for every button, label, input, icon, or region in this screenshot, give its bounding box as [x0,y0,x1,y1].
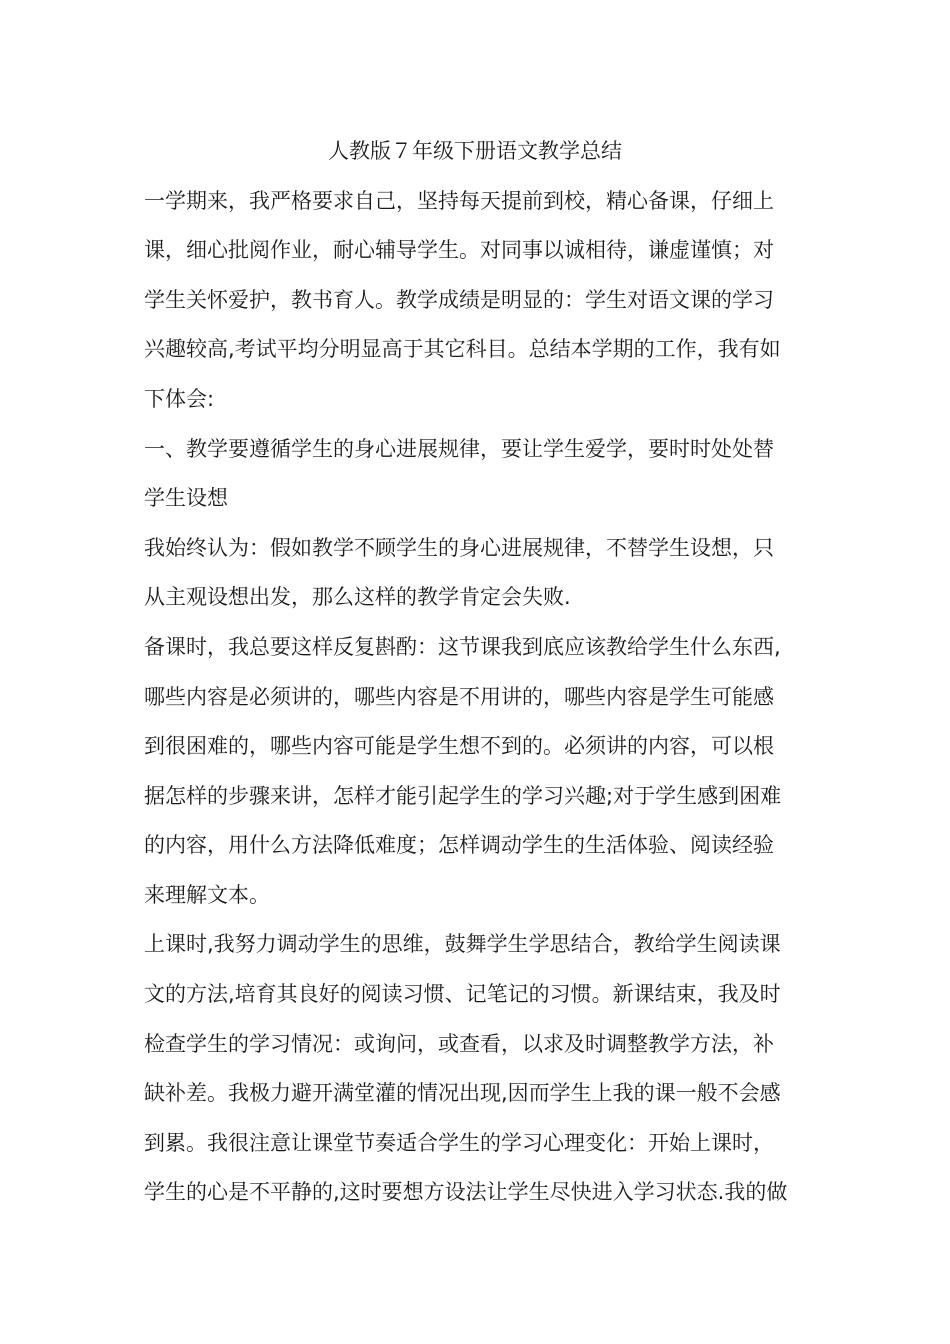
text-line: 到很困难的，哪些内容可能是学生想不到的。必须讲的内容，可以根 [144,734,774,758]
text-line: 学生关怀爱护，教书育人。教学成绩是明显的：学生对语文课的学习 [144,288,774,312]
text-line: 哪些内容是必须讲的，哪些内容是不用讲的，哪些内容是学生可能感 [144,685,774,709]
text-line: 一、教学要遵循学生的身心进展规律，要让学生爱学，要时时处处替 [144,437,774,461]
text-line: 我始终认为：假如教学不顾学生的身心进展规律，不替学生设想，只 [144,536,774,560]
text-line: 下体会: [144,387,215,411]
text-line: 到累。我很注意让课堂节奏适合学生的学习心理变化：开始上课时， [144,1131,774,1155]
text-line: 来理解文本。 [144,883,270,907]
text-line: 从主观设想出发，那么这样的教学肯定会失败. [144,585,571,609]
text-line: 缺补差。我极力避开满堂灌的情况出现,因而学生上我的课一般不会感 [144,1081,781,1105]
text-line: 检查学生的学习情况：或询问，或查看，以求及时调整教学方法，补 [144,1032,774,1056]
text-line: 备课时，我总要这样反复斟酌：这节课我到底应该教给学生什么东西, [144,635,781,659]
text-line: 的内容，用什么方法降低难度；怎样调动学生的生活体验、阅读经验 [144,833,774,857]
text-line: 一学期来，我严格要求自己，坚持每天提前到校，精心备课，仔细上 [144,189,774,213]
text-line: 文的方法,培育其良好的阅读习惯、记笔记的习惯。新课结束，我及时 [144,982,781,1006]
document-title: 人教版７年级下册语文教学总结 [328,139,622,163]
text-line: 兴趣较高,考试平均分明显高于其它科目。总结本学期的工作，我有如 [144,337,781,361]
text-line: 据怎样的步骤来讲，怎样才能引起学生的学习兴趣;对于学生感到困难 [144,784,782,808]
text-line: 课，细心批阅作业，耐心辅导学生。对同事以诚相待，谦虚谨慎；对 [144,238,774,262]
text-line: 学生设想 [144,486,228,510]
text-line: 学生的心是不平静的,这时要想方设法让学生尽快进入学习状态.我的做 [144,1180,788,1204]
text-line: 上课时,我努力调动学生的思维，鼓舞学生学思结合，教给学生阅读课 [144,932,781,956]
